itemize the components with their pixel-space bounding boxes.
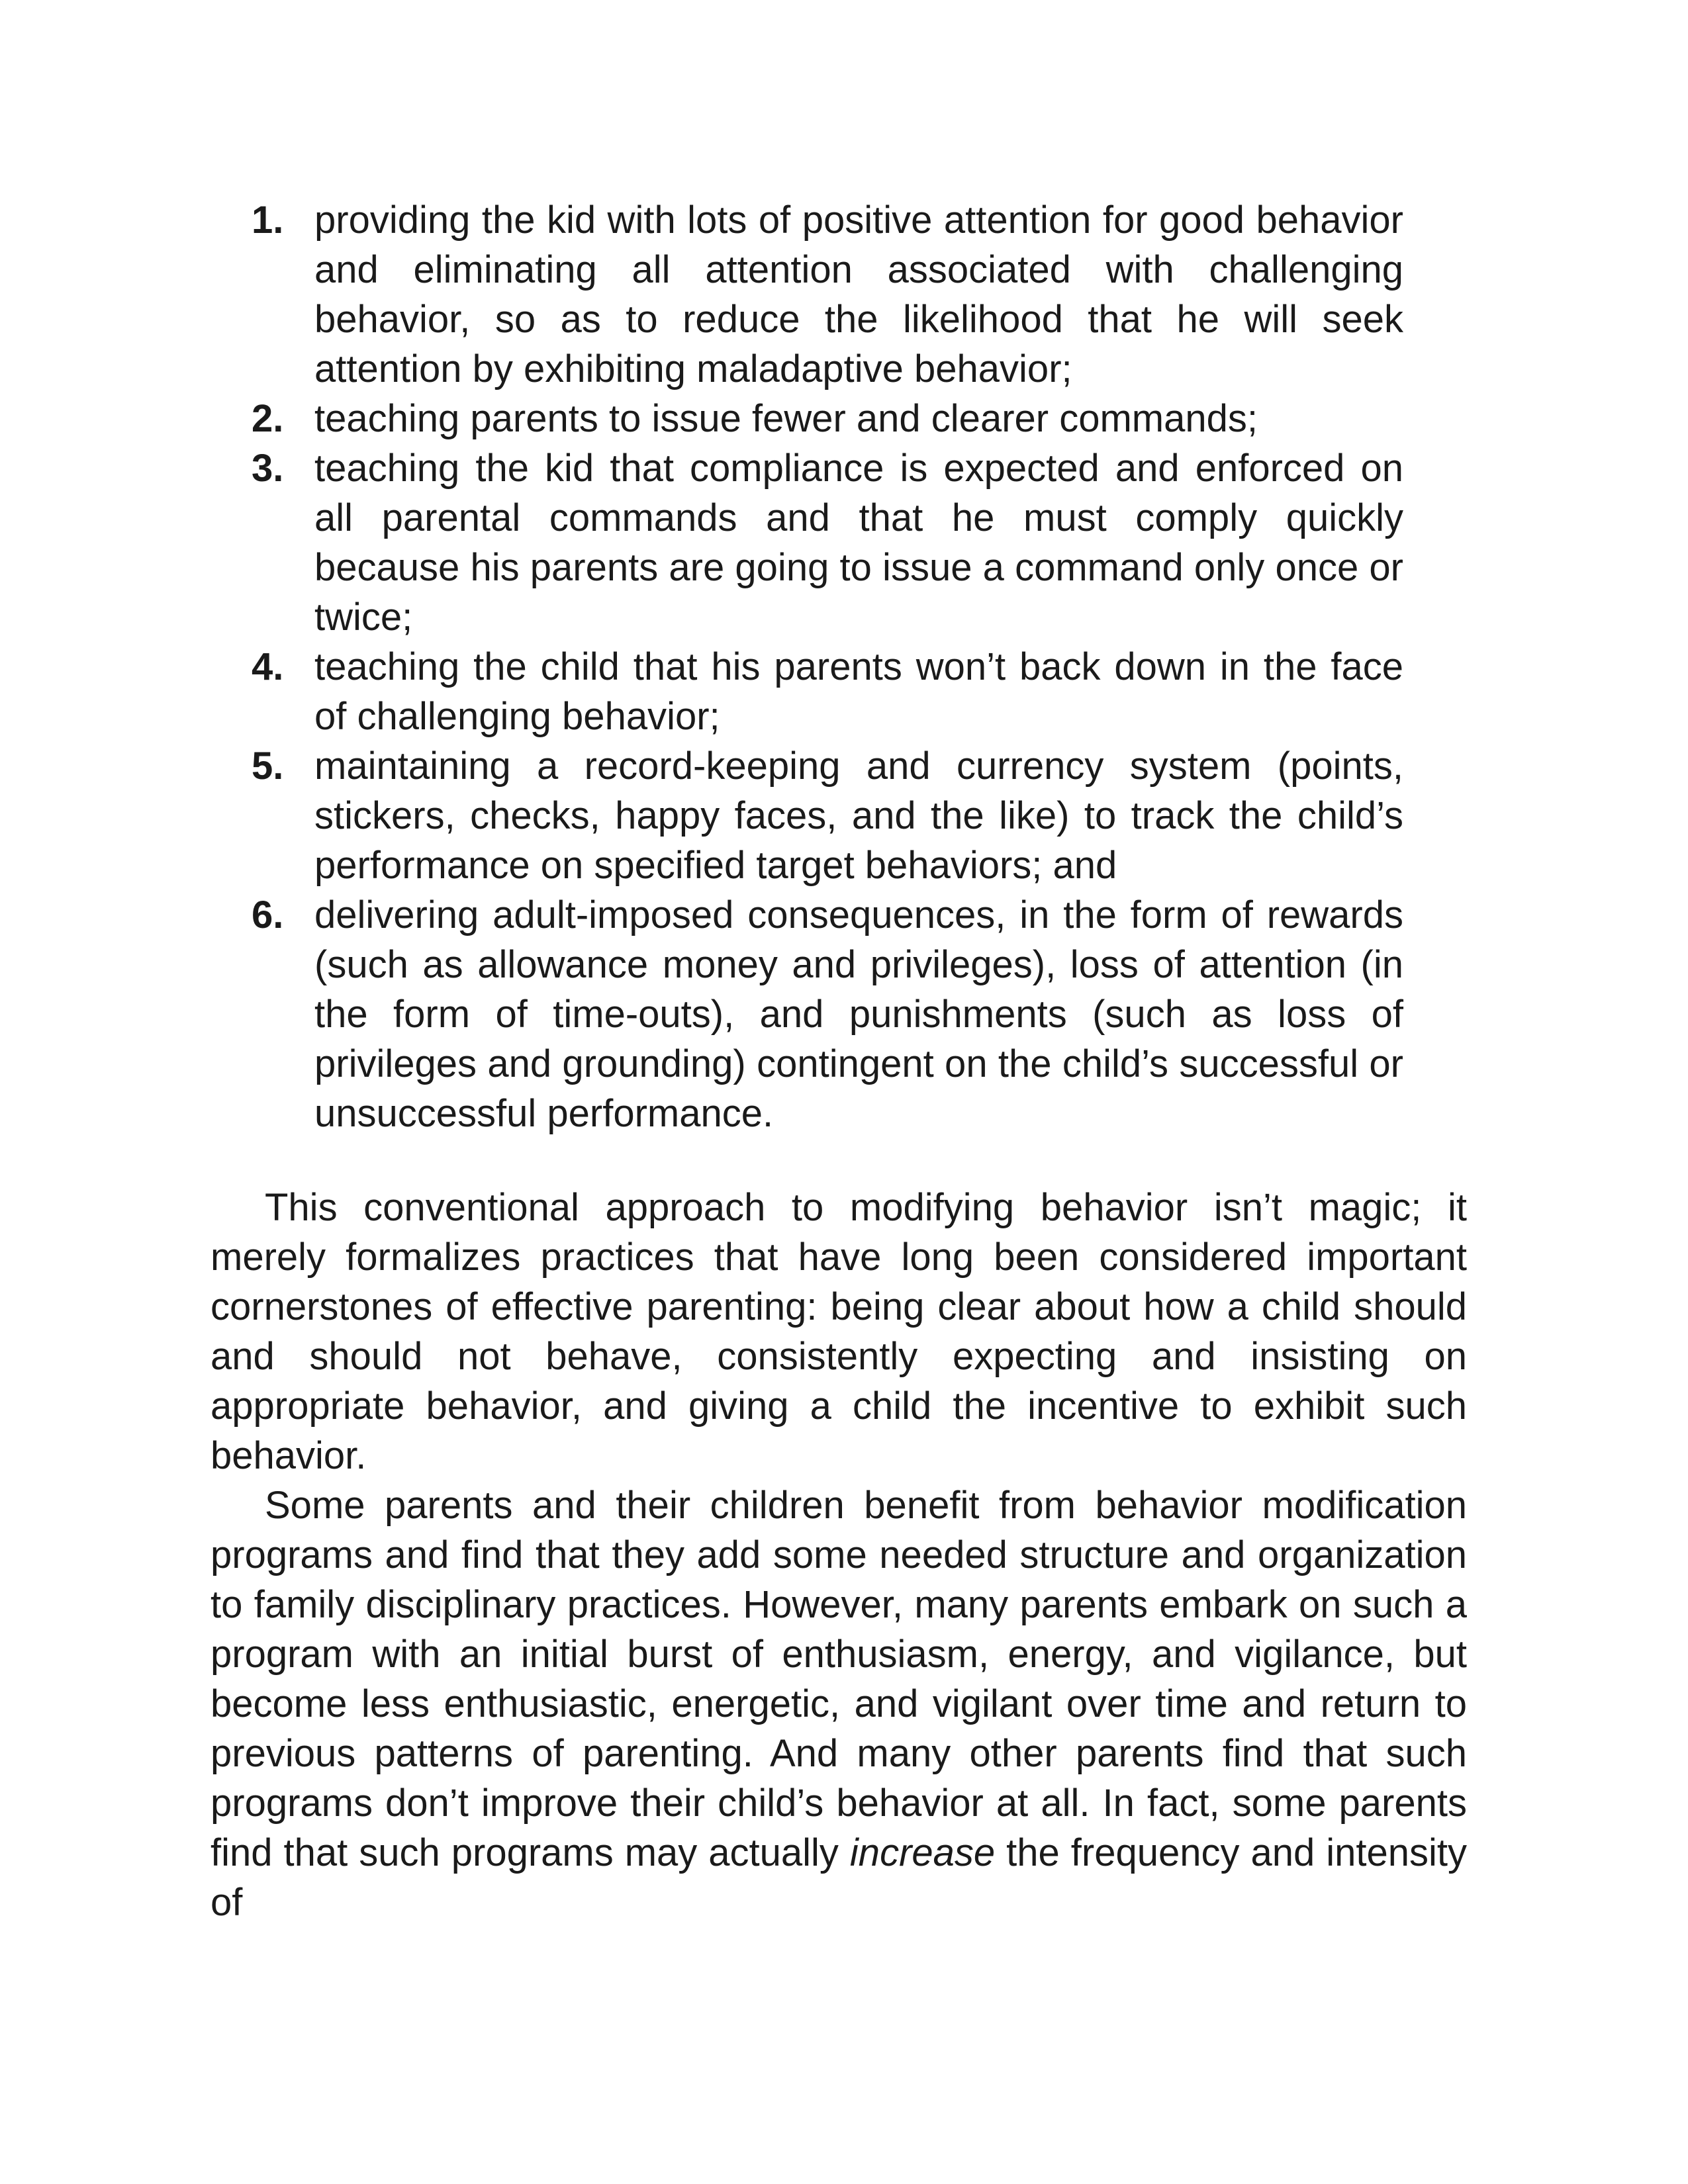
list-item-text: teaching parents to issue fewer and clearer commands; (314, 397, 1258, 440)
emphasis-text: increase (849, 1831, 996, 1874)
list-item (252, 890, 1403, 1138)
list-item-text: delivering adult-imposed consequences, in the form of rewards (such as allowance money and privileges), loss of attention (in the form of time-outs), and punishments (such as loss of privileges and grounding) contingent on the child’s successful or unsuccessful performance. (314, 893, 1403, 1135)
paragraph-text: the frequency and intensity of (211, 1831, 1468, 1924)
list-item-text: teaching the kid that compliance is expected and enforced on all parental commands and that he must comply quickly because his parents are going to issue a command only once or twice; (314, 447, 1403, 639)
list-item-text: providing the kid with lots of positive attention for good behavior and eliminating all attention associated with challenging behavior, so as to reduce the likelihood that he will seek attention by exhibiting maladaptive behavior; (314, 199, 1403, 390)
list-item (252, 642, 1403, 741)
paragraph-conventional-approach: This conventional approach to modifying behavior isn’t magic; it merely formalizes practices that have long been considered important cornerstones of effective parenting: being clear about how a child should and should not behave, consistently expecting and insisting on appropriate behavior, and giving a child the incentive to exhibit such behavior. (211, 1186, 1467, 1477)
list-item (252, 195, 1403, 394)
list-item-number: 5. (252, 745, 284, 788)
list-item (252, 741, 1403, 890)
paragraph-some-parents (211, 1480, 1467, 1927)
list-item-number: 3. (252, 447, 284, 490)
body-text (211, 1183, 1467, 1927)
paragraph-text: Some parents and their children benefit from behavior modification programs and find that they add some needed structure and organization to family disciplinary practices. However, many parents embark on such a program with an initial burst of enthusiasm, energy, and vigilance, but become less enthusiastic, energetic, and vigilant over time and return to previous patterns of parenting. And many other parents find that such programs don’t improve their child’s behavior at all. In fact, some parents find that such programs may actually (211, 1484, 1467, 1874)
numbered-list (252, 195, 1403, 1138)
list-item-number: 1. (252, 199, 284, 242)
list-item-text: teaching the child that his parents won’t back down in the face of challenging behavior; (314, 645, 1403, 738)
list-item-number: 6. (252, 893, 284, 936)
list-item-number: 2. (252, 397, 284, 440)
list-item (252, 394, 1403, 443)
list-item-text: maintaining a record-keeping and currency system (points, stickers, checks, happy faces, and the like) to track the child’s performance on specified target behaviors; and (314, 745, 1403, 887)
list-item (252, 443, 1403, 642)
list-item-number: 4. (252, 645, 284, 688)
